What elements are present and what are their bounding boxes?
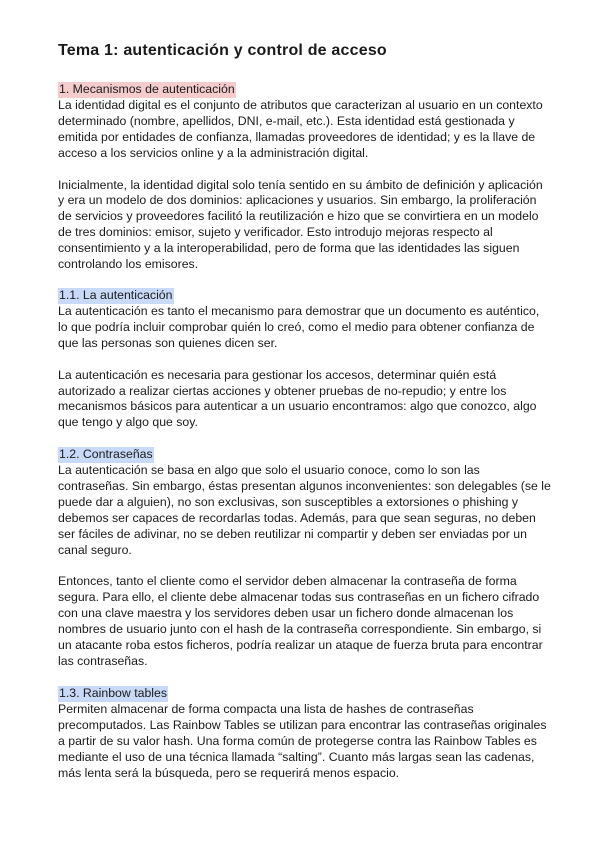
- text-line: que tengo y algo que soy.: [58, 415, 198, 430]
- text-line: determinado (nombre, apellidos, DNI, e-mail, etc.). Esta identidad está gestionada y: [58, 113, 515, 128]
- paragraph: [58, 463, 551, 558]
- text-line: segura. Para ello, el cliente debe almacenar todas sus contraseñas en un fichero cifrado: [58, 590, 540, 605]
- text-line: controlando los emisores.: [58, 257, 199, 272]
- section-heading: 1.1. La autenticación: [59, 288, 173, 302]
- text-line: debemos ser capaces de recordarlas todas. Además, para que sean seguras, no deben: [58, 510, 536, 525]
- document-title: Tema 1: autenticación y control de acceso: [58, 42, 387, 59]
- text-line: un atacante roba estos ficheros, podría realizar un ataque de fuerza bruta para encontrar: [58, 637, 543, 652]
- paragraph: [58, 304, 548, 352]
- text-line: con una clave maestra y los servidores deben usar un fichero donde almacenan los: [58, 606, 514, 621]
- section-heading: 1.3. Rainbow tables: [59, 686, 168, 700]
- text-line: nombres de usuario junto con el hash de la contraseña correspondiente. Sin embargo, si: [58, 622, 542, 637]
- text-line: a partir de su valor hash. Una forma común de protegerse contra las Rainbow Tables es: [58, 733, 537, 748]
- text-line: acceso a los servicios online y a la administración digital.: [58, 145, 369, 160]
- section-rainbow-tables: [58, 684, 548, 782]
- paragraph: [58, 702, 548, 782]
- text-line: Entonces, tanto el cliente como el servidor deben almacenar la contraseña de forma: [58, 574, 517, 589]
- text-line: Permiten almacenar de forma compacta una lista de hashes de contraseñas: [58, 702, 474, 716]
- paragraph: [58, 574, 548, 669]
- text-line: de servicios y proveedores facilitó la reutilización e hizo que se convirtiera en un modelo: [58, 209, 539, 224]
- text-line: emitida por entidades de confianza, llamadas proveedores de identidad; y es la llave de: [58, 129, 536, 144]
- text-line: las contraseñas.: [58, 653, 148, 668]
- text-line: consentimiento y a la interoperabilidad, pero de forma que las identidades las siguen: [58, 241, 520, 256]
- text-line: autorizado a realizar ciertas acciones y obtener pruebas de no-repudio; y entre los: [58, 383, 507, 398]
- section-heading: 1.2. Contraseñas: [59, 447, 153, 461]
- text-line: La identidad digital es el conjunto de atributos que caracterizan al usuario en un contexto: [58, 98, 543, 112]
- paragraph: [58, 178, 548, 273]
- paragraph: [58, 368, 548, 432]
- text-line: canal seguro.: [58, 542, 132, 557]
- text-line: mediante el uso de una técnica llamada “salting”. Cuanto más largas sean las cadenas,: [58, 749, 535, 764]
- section-contrasenas: [58, 445, 551, 670]
- text-line: Inicialmente, la identidad digital solo tenía sentido en su ámbito de definición y aplicación: [58, 177, 543, 192]
- text-line: La autenticación es necesaria para gestionar los accesos, determinar quién está: [58, 367, 497, 382]
- text-line: ser fáciles de adivinar, no se deben reutilizar ni compartir y deben ser enviadas por un: [58, 526, 527, 541]
- text-line: y era un modelo de dos dominios: aplicaciones y usuarios. Sin embargo, la proliferación: [58, 193, 537, 208]
- text-line: puede dar a alguien), no son exclusivas, son susceptibles a extorsiones o phishing y: [58, 494, 519, 509]
- section-mecanismos: [58, 80, 548, 273]
- text-line: más lenta será la búsqueda, pero se requerirá menos espacio.: [58, 765, 400, 780]
- text-line: La autenticación se basa en algo que solo el usuario conoce, como lo son las: [58, 463, 480, 477]
- text-line: La autenticación es tanto el mecanismo para demostrar que un documento es auténtico,: [58, 304, 540, 318]
- text-line: lo que podría incluir comprobar quién lo creó, como el medio para obtener confianza de: [58, 319, 535, 334]
- section-autenticacion: [58, 286, 548, 431]
- text-line: contraseñas. Sin embargo, éstas presentan algunos inconvenientes: son delegables (se le: [58, 478, 551, 493]
- text-line: mecanismos básicos para autenticar a un usuario encontramos: algo que conozco, algo: [58, 399, 537, 414]
- text-line: de tres dominios: emisor, sujeto y verificador. Esto introdujo mejoras respecto al: [58, 225, 493, 240]
- section-heading: 1. Mecanismos de autenticación: [59, 82, 235, 96]
- paragraph: [58, 98, 548, 162]
- text-line: que las personas son quienes dicen ser.: [58, 335, 278, 350]
- text-line: precomputados. Las Rainbow Tables se utilizan para encontrar las contraseñas originales: [58, 717, 547, 732]
